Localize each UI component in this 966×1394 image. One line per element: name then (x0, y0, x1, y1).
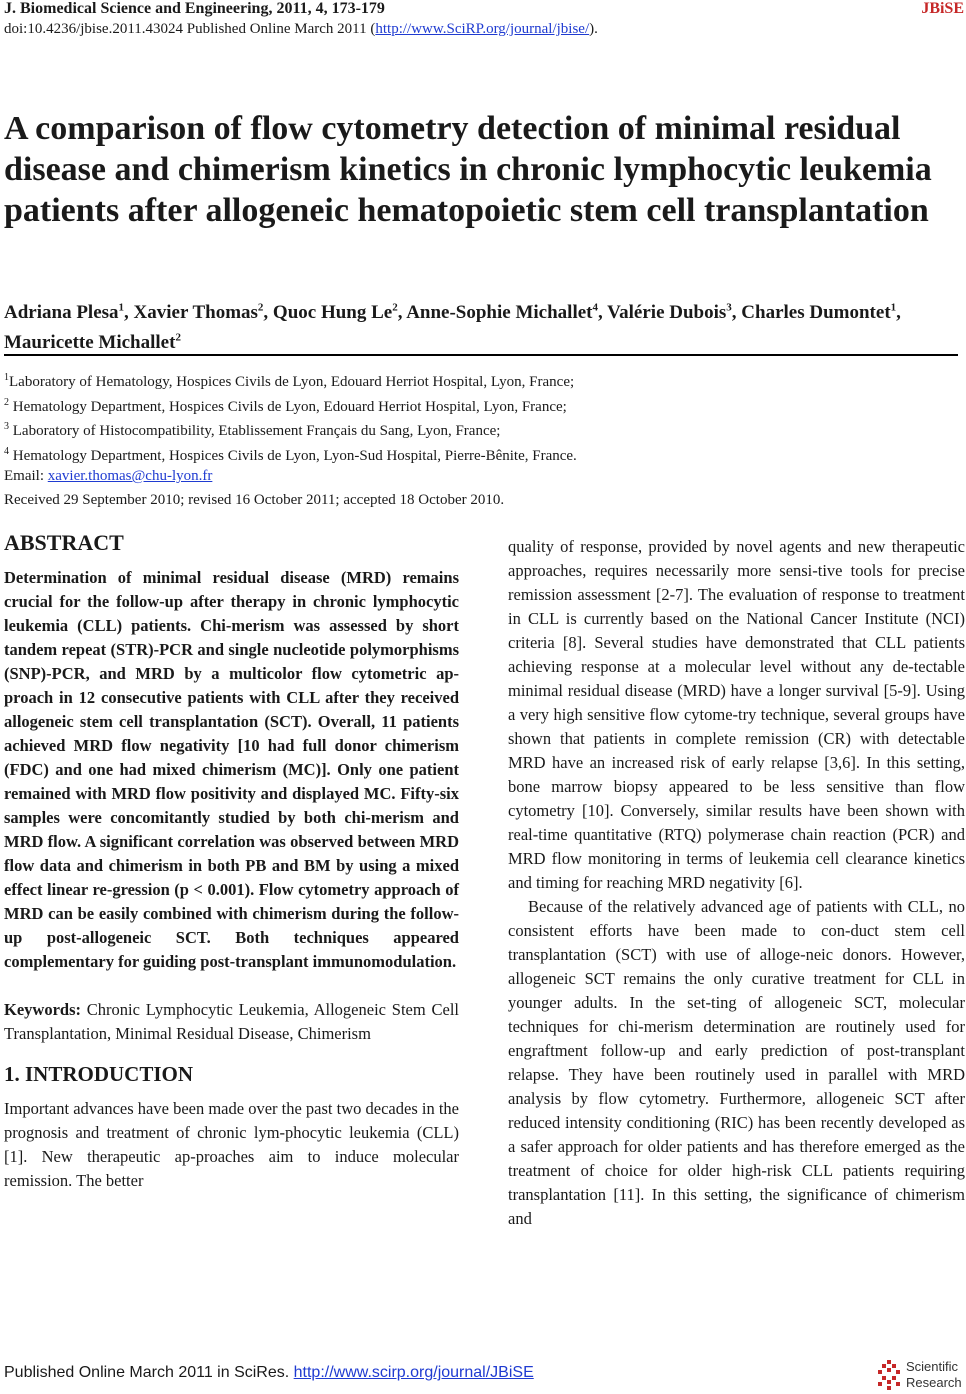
author-list (4, 296, 962, 355)
introduction-heading: 1. INTRODUCTION (4, 1062, 194, 1086)
doi-suffix: ). (589, 21, 598, 37)
left-column (4, 530, 459, 1193)
body-paragraph: quality of response, provided by novel agents and new therapeutic approaches, requires necessarily more sensi-tive tools for precise remission assessment [2-7]. The evaluation of response to treatment in CLL is currently based on the National Cancer Institute (NCI) criteria [8]. Several studies have demonstrated that CLL patients achieving response at a molecular level without any de-tectable minimal residual disease (MRD) have a longer survival [5-9]. Using a very high sensitive flow cytome-try technique, several groups have shown that patients in complete remission (CR) with detectable MRD have an increased risk of early relapse [3,6]. In this setting, bone marrow biopsy appeared to be less sensitive than flow cytometry [10]. Conversely, similar results have been shown with real-time quantitative (RTQ) polymerase chain reaction (PCR) and MRD flow monitoring in terms of leukemia cell clearance kinetics and timing for reaching MRD negativity [6]. (508, 537, 965, 892)
keywords-text: Chronic Lymphocytic Leukemia, Allogeneic Stem Cell Transplantation, Minimal Residual Disease, Chimerism (4, 1000, 459, 1043)
author: Quoc Hung Le$^2$, (272, 302, 407, 324)
abstract-body: Determination of minimal residual disease (MRD) remains crucial for the follow-up after therapy in chronic lymphocytic leukemia (CLL) patients. Chi-merism was assessed by short tandem repeat (STR)-PCR and single nucleotide polymorphisms (SNP)-PCR, and MRD by a multicolor flow cytometric ap-proach in 12 consecutive patients with CLL after they received allogeneic stem cell transplantation (SCT). Overall, 11 patients achieved MRD flow negativity [10 had full donor chimerism (FDC) and one had mixed chimerism (MC)]. Only one patient remained with MRD flow positivity and displayed MC. Fifty-six samples were concomitantly studied by both chi-merism and MRD flow. A significant correlation was observed between MRD flow data and chimerism in both PB and BM by using a mixed effect linear re-gression (p < 0.001). Flow cytometry approach of MRD can be easily combined with chimerism during the follow-up post-allogeneic SCT. Both techniques appeared complementary for guiding post-transplant immunomodulation. (4, 568, 459, 971)
author: Charles Dumontet$^1$, (741, 302, 901, 324)
footer-link[interactable]: http://www.scirp.org/journal/JBiSE (293, 1364, 534, 1381)
footer-text: Published Online March 2011 in SciRes. (4, 1364, 294, 1381)
abstract-heading: ABSTRACT (4, 530, 124, 555)
affiliations (4, 368, 577, 487)
affiliation-item: $^3$ Laboratory of Histocompatibility, Etablissement Français du Sang, Lyon, France; (4, 421, 501, 439)
received-dates: Received 29 September 2010; revised 16 October 2011; accepted 18 October 2010. (4, 492, 505, 508)
logo-word-top: Scientific (906, 1359, 959, 1374)
journal-url-link[interactable]: http://www.SciRP.org/journal/jbise/ (375, 21, 590, 37)
keywords-label: Keywords: (4, 1000, 81, 1019)
footer (4, 1364, 534, 1382)
logo-word-bottom: Research (906, 1375, 962, 1390)
keywords (4, 998, 459, 1046)
journal-tag: JBiSE (921, 0, 964, 17)
affiliation-item: $^1$Laboratory of Hematology, Hospices Civils de Lyon, Edouard Herriot Hospital, Lyon, France; (4, 372, 575, 390)
doi-line (4, 21, 598, 38)
intro-paragraph: Important advances have been made over the past two decades in the prognosis and treatment of chronic lym-phocytic leukemia (CLL) [1]. New therapeutic ap-proaches aim to induce molecular remission. The better (4, 1099, 459, 1190)
author: Anne-Sophie Michallet$^4$, (406, 302, 608, 324)
doi-prefix: doi:10.4236/jbise.2011.43024 Published Online March 2011 ( (4, 21, 376, 37)
author: Valérie Dubois$^3$, (607, 302, 742, 324)
affiliation-item: $^2$ Hematology Department, Hospices Civils de Lyon, Edouard Herriot Hospital, Lyon, France; (4, 396, 567, 415)
author: Xavier Thomas$^2$, (133, 302, 273, 324)
header-divider (4, 354, 958, 356)
right-column (508, 535, 965, 1231)
author: Mauricette Michallet$^2$ (4, 331, 181, 353)
logo-mark-icon (878, 1358, 902, 1392)
email-line: Email: xavier.thomas@chu-lyon.fr (4, 468, 213, 484)
email-link[interactable]: xavier.thomas@chu-lyon.fr (47, 468, 213, 484)
scientific-research-logo (878, 1358, 964, 1392)
affiliation-item: $^4$ Hematology Department, Hospices Civils de Lyon, Lyon-Sud Hospital, Pierre-Bênite, France. (4, 445, 577, 464)
body-paragraph: Because of the relatively advanced age of patients with CLL, no consistent efforts have been made to con-duct stem cell transplantation (SCT) with use of alloge-neic donors. However, allogeneic SCT remains the only curative treatment for CLL in younger adults. In the set-ting of allogeneic SCT, molecular techniques for chi-merism determination are routinely used for engraftment follow-up and early prediction of post-transplant relapse. They have been routinely used in parallel with MRD analysis by flow cytometry. Furthermore, allogeneic SCT after reduced intensity conditioning (RIC) has been recently developed as a safer approach for older patients and has therefore emerged as the treatment of choice for older high-risk CLL patients requiring transplantation [11]. In this setting, the significance of chimerism and (508, 897, 965, 1228)
paper-title: A comparison of flow cytometry detection of minimal residual disease and chimerism kinetics in chronic lymphocytic leukemia patients after allogeneic hematopoietic stem cell transplantation (4, 110, 932, 229)
author: Adriana Plesa$^1$, (4, 302, 134, 324)
journal-citation: J. Biomedical Science and Engineering, 2011, 4, 173-179 (4, 0, 385, 17)
